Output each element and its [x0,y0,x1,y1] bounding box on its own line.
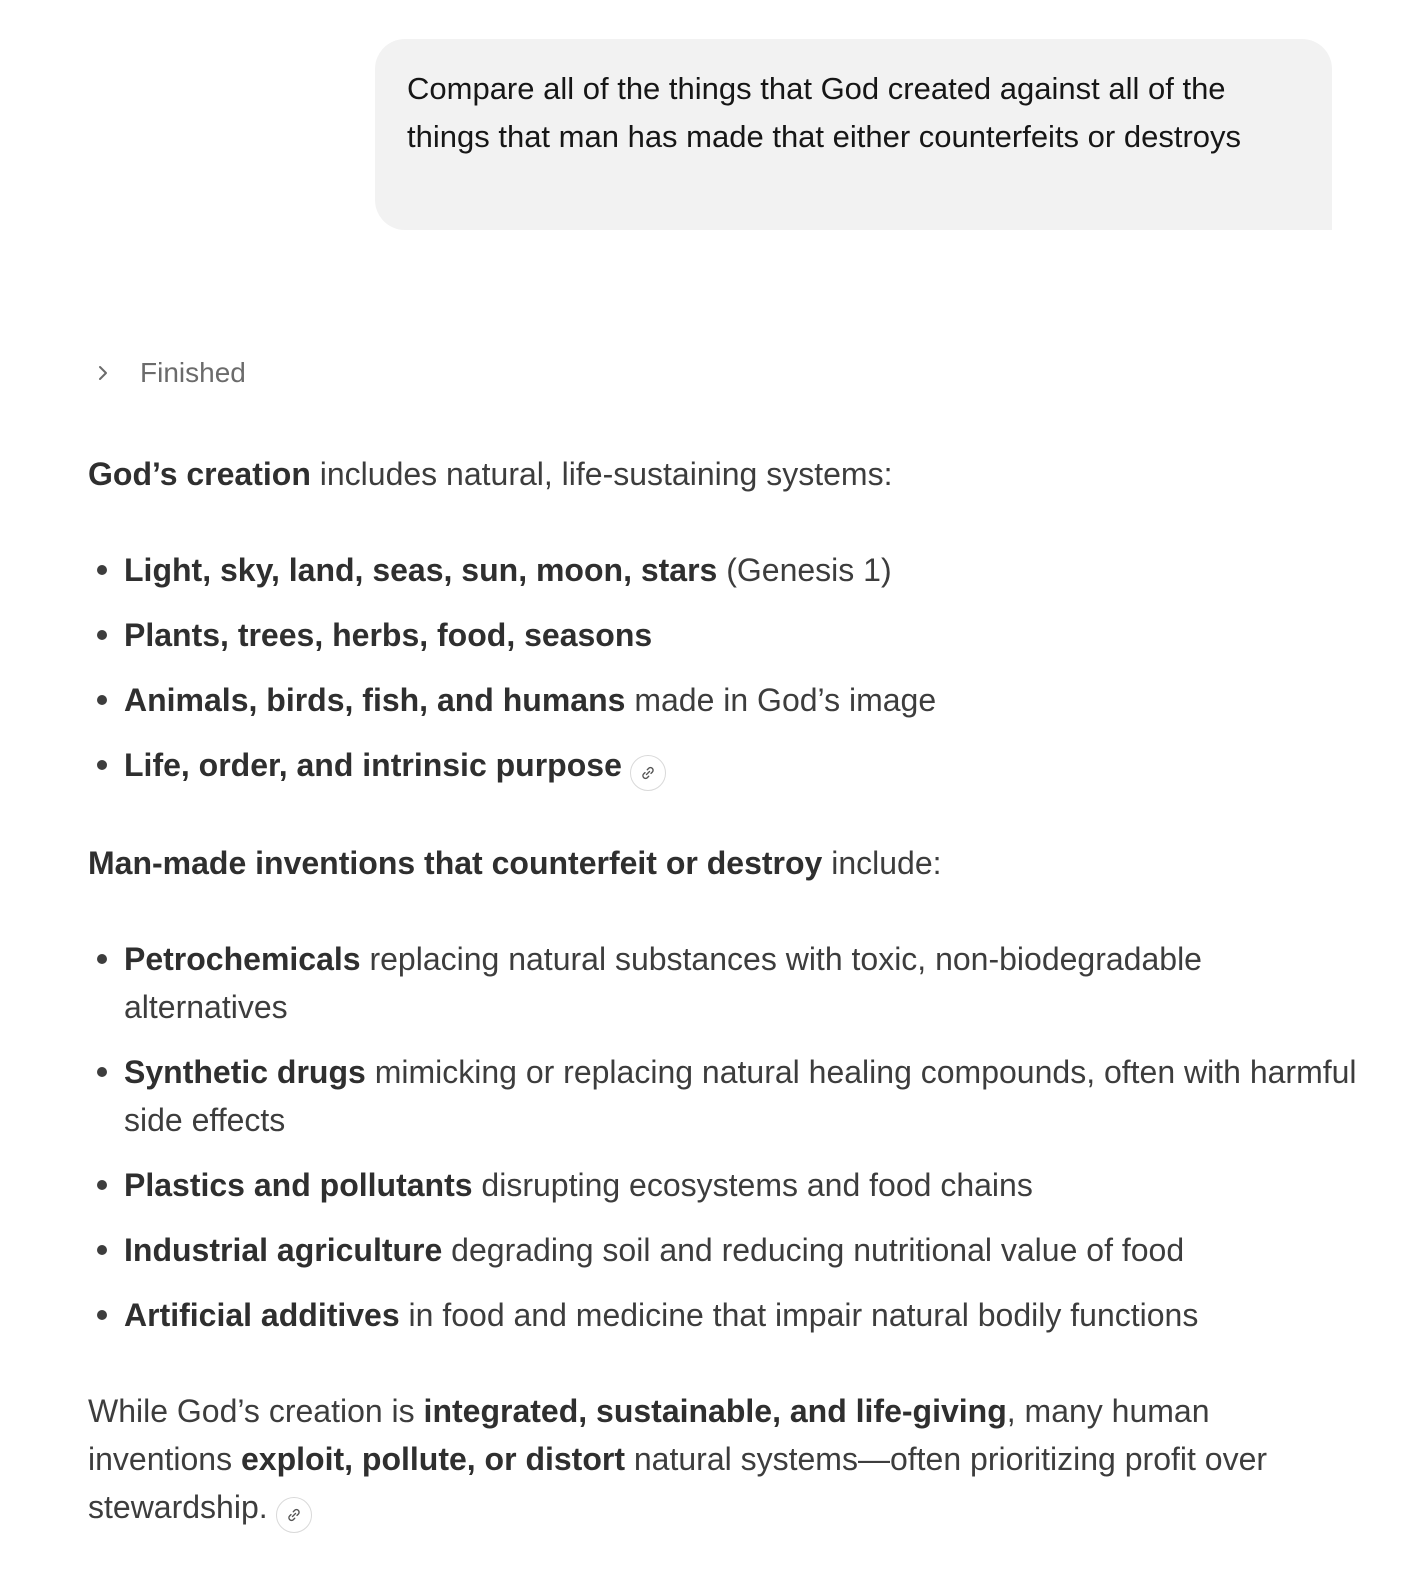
creation-intro: God’s creation includes natural, life-sustaining systems: [88,456,893,492]
status-label: Finished [140,357,246,388]
list-item: Artificial additives in food and medicine that impair natural bodily functions [88,1291,1358,1339]
list-item: Plastics and pollutants disrupting ecosystems and food chains [88,1161,1358,1209]
conclusion-paragraph: While God’s creation is integrated, sustainable, and life-giving, many human inventions exploit, pollute, or distort natural systems—often prioritizing profit over stewardship. [88,1387,1358,1533]
list-item: Animals, birds, fish, and humans made in God’s image [88,676,1358,724]
thinking-status-toggle[interactable] [92,352,246,394]
creation-list [88,546,1358,791]
list-item: Petrochemicals replacing natural substances with toxic, non-biodegradable alternatives [88,935,1358,1031]
manmade-list [88,935,1358,1339]
manmade-intro: Man-made inventions that counterfeit or destroy include: [88,845,942,881]
link-icon[interactable] [276,1497,312,1533]
assistant-response [88,450,1358,1533]
chevron-right-icon [92,362,114,384]
list-item: Light, sky, land, seas, sun, moon, stars (Genesis 1) [88,546,1358,594]
user-message-bubble [375,39,1332,230]
list-item: Plants, trees, herbs, food, seasons [88,611,1358,659]
user-message-text: Compare all of the things that God created against all of the things that man has made that either counterfeits or destroys [407,71,1242,154]
link-icon[interactable] [630,755,666,791]
list-item: Life, order, and intrinsic purpose [88,741,1358,791]
list-item: Industrial agriculture degrading soil and reducing nutritional value of food [88,1226,1358,1274]
list-item: Synthetic drugs mimicking or replacing natural healing compounds, often with harmful side effects [88,1048,1358,1144]
